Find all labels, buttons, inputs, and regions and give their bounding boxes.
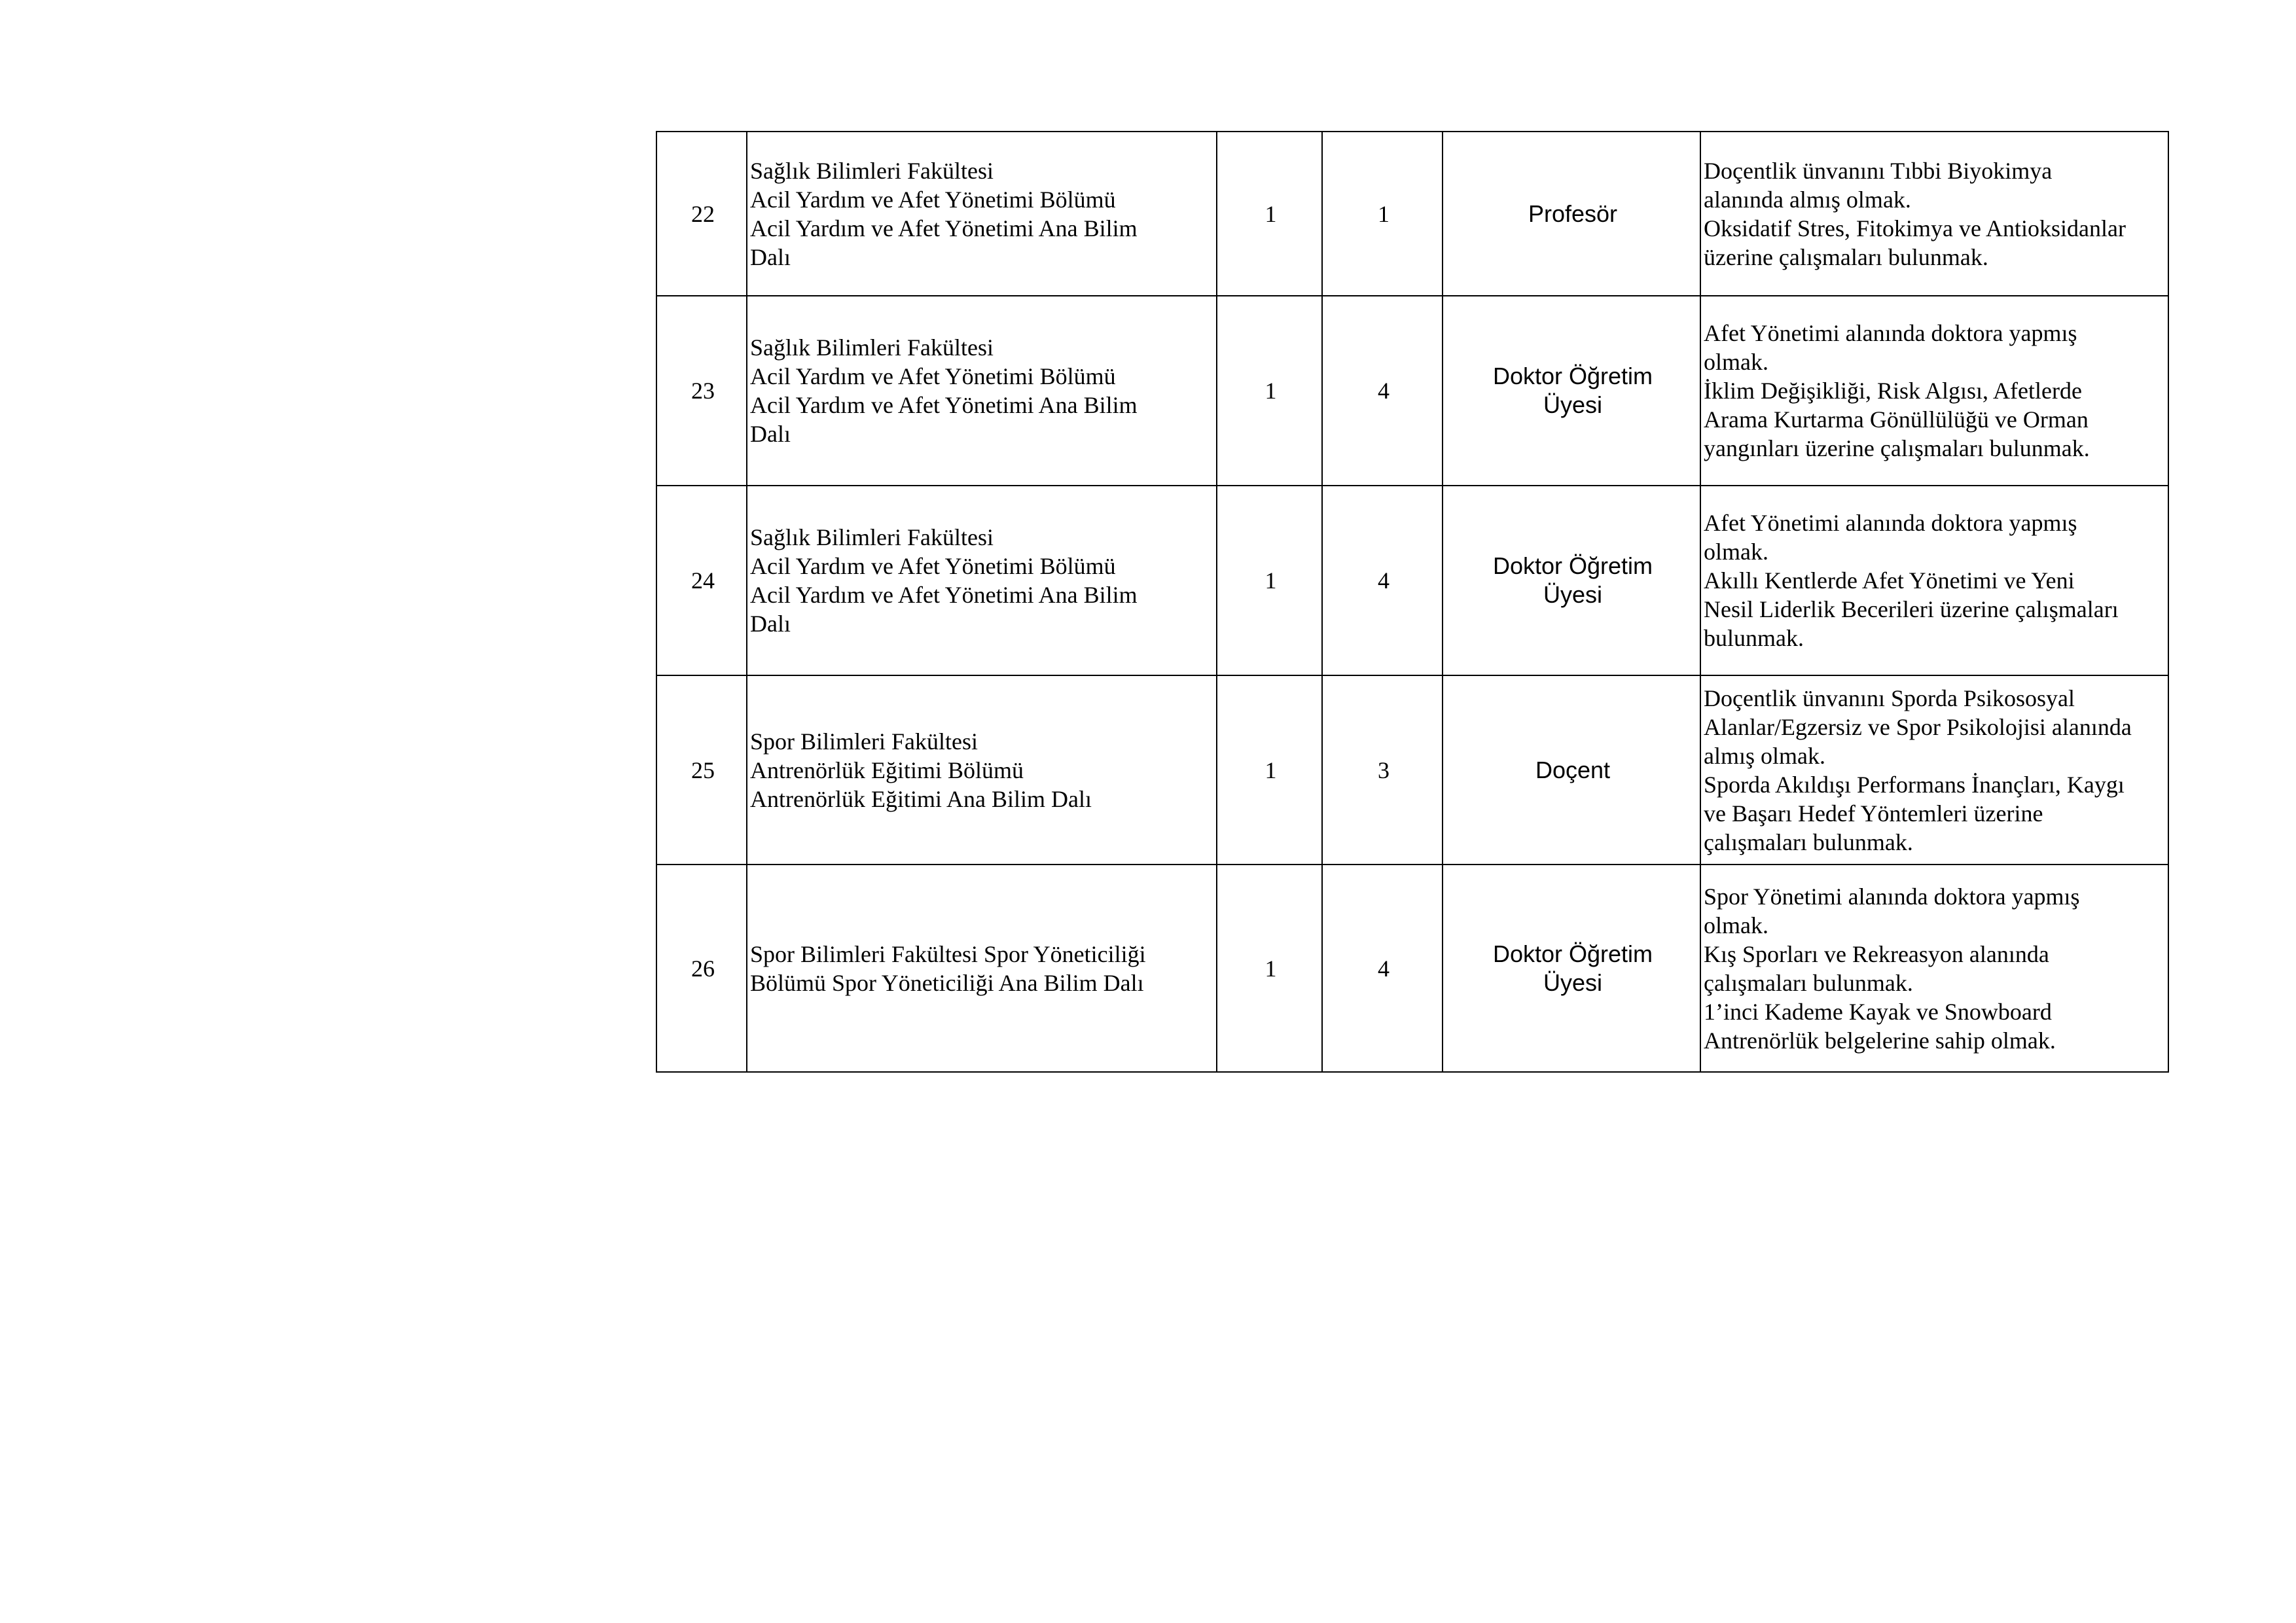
row-number: 22 [656,132,747,296]
row-number: 24 [656,486,747,675]
table-row [656,132,2168,296]
row-number: 25 [656,675,747,865]
conditions-cell: Spor Yönetimi alanında doktora yapmış olmak. Kış Sporları ve Rekreasyon alanında çalışmaları bulunmak. 1’inci Kademe Kayak ve Snowboard Antrenörlük belgelerine sahip olmak. [1700,865,2168,1072]
unit-cell: Sağlık Bilimleri Fakültesi Acil Yardım ve Afet Yönetimi Bölümü Acil Yardım ve Afet Yönetimi Ana Bilim Dalı [747,132,1217,296]
position-count: 1 [1217,675,1322,865]
grade-level: 1 [1322,132,1443,296]
unit-cell: Spor Bilimleri Fakültesi Spor Yöneticiliği Bölümü Spor Yöneticiliği Ana Bilim Dalı [747,865,1217,1072]
conditions-cell: Afet Yönetimi alanında doktora yapmış olmak. İklim Değişikliği, Risk Algısı, Afetlerde Arama Kurtarma Gönüllülüğü ve Orman yangınları üzerine çalışmaları bulunmak. [1700,296,2168,486]
grade-level: 4 [1322,865,1443,1072]
position-count: 1 [1217,132,1322,296]
conditions-cell: Doçentlik ünvanını Sporda Psikososyal Alanlar/Egzersiz ve Spor Psikolojisi alanında almış olmak. Sporda Akıldışı Performans İnançları, Kaygı ve Başarı Hedef Yöntemleri üzerine çalışmaları bulunmak. [1700,675,2168,865]
grade-level: 4 [1322,296,1443,486]
staff-positions-table [656,131,2169,1073]
table-row [656,296,2168,486]
unit-cell: Spor Bilimleri Fakültesi Antrenörlük Eğitimi Bölümü Antrenörlük Eğitimi Ana Bilim Dalı [747,675,1217,865]
table-row [656,865,2168,1072]
table-row [656,675,2168,865]
grade-level: 4 [1322,486,1443,675]
table-row [656,486,2168,675]
row-number: 23 [656,296,747,486]
position-count: 1 [1217,296,1322,486]
academic-title: Doktor Öğretim Üyesi [1443,296,1700,486]
position-count: 1 [1217,486,1322,675]
unit-cell: Sağlık Bilimleri Fakültesi Acil Yardım ve Afet Yönetimi Bölümü Acil Yardım ve Afet Yönetimi Ana Bilim Dalı [747,296,1217,486]
conditions-cell: Doçentlik ünvanını Tıbbi Biyokimya alanında almış olmak. Oksidatif Stres, Fitokimya ve Antioksidanlar üzerine çalışmaları bulunmak. [1700,132,2168,296]
academic-title: Doktor Öğretim Üyesi [1443,486,1700,675]
row-number: 26 [656,865,747,1072]
position-count: 1 [1217,865,1322,1072]
academic-title: Doktor Öğretim Üyesi [1443,865,1700,1072]
unit-cell: Sağlık Bilimleri Fakültesi Acil Yardım ve Afet Yönetimi Bölümü Acil Yardım ve Afet Yönetimi Ana Bilim Dalı [747,486,1217,675]
academic-title: Doçent [1443,675,1700,865]
academic-title: Profesör [1443,132,1700,296]
grade-level: 3 [1322,675,1443,865]
conditions-cell: Afet Yönetimi alanında doktora yapmış olmak. Akıllı Kentlerde Afet Yönetimi ve Yeni Nesil Liderlik Becerileri üzerine çalışmaları bulunmak. [1700,486,2168,675]
